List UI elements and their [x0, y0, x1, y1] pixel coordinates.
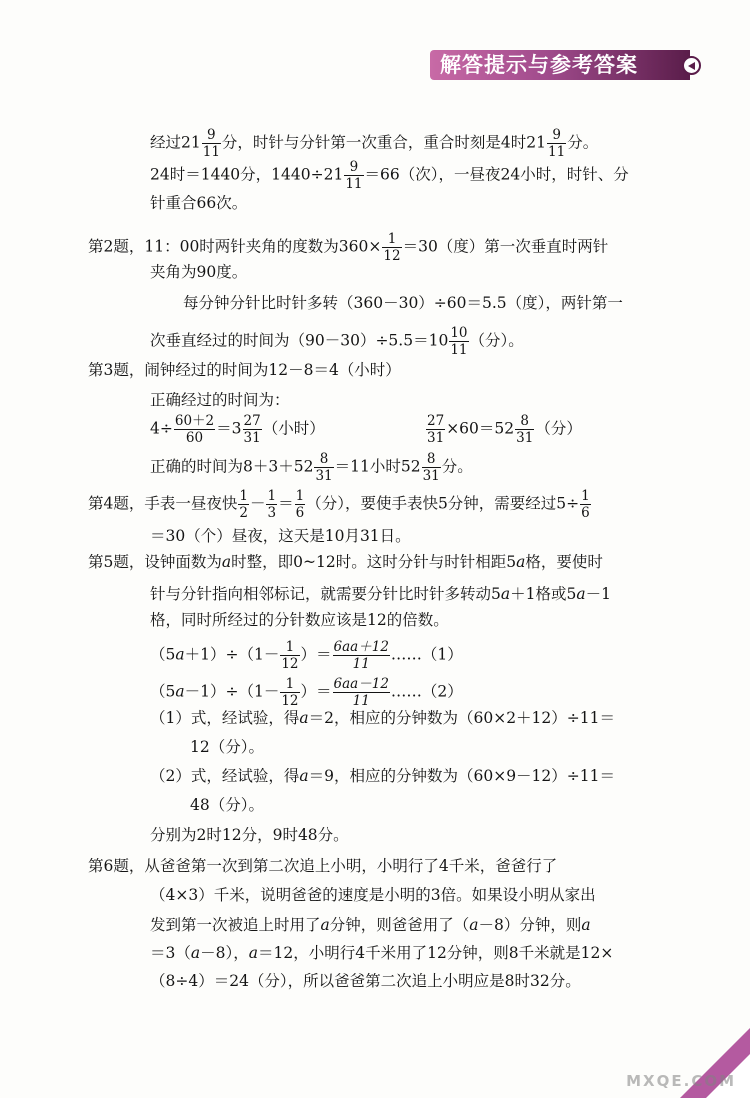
equation-line: （5a＋1）÷（1－ $\frac{1}{12}$ ）＝ $\frac{6aa+12}{11}$ ……（1） [150, 639, 463, 673]
text-line: （2）式，经试验，得a＝9，相应的分钟数为（60×9－12）÷11＝ [150, 767, 615, 785]
text-line: 发到第一次被追上时用了a分钟，则爸爸用了（a－8）分钟，则a [150, 916, 591, 934]
question-3-line: 第3题，闹钟经过的时间为12－8＝4（小时） [88, 361, 401, 379]
fraction: $\frac{1}{12}$ [383, 231, 401, 265]
text-line: （8÷4）＝24（分），所以爸爸第二次追上小明应是8时32分。 [150, 972, 581, 990]
text-line: 经过21 $\frac{9}{11}$ 分，时针与分针第一次重合，重合时刻是4时21 $\frac{9}{11}$ 分。 [150, 127, 599, 161]
fraction: $\frac{8}{31}$ [315, 451, 333, 485]
fraction: $\frac{9}{11}$ [548, 127, 566, 161]
fraction: $\frac{1}{6}$ [581, 488, 590, 522]
fraction: $\frac{60+2}{60}$ [174, 413, 215, 447]
question-6-line: 第6题，从爸爸第一次到第二次追上小明，小明行了4千米，爸爸行了 [88, 857, 558, 875]
watermark: MXQE.COM [626, 1072, 736, 1090]
text-line: 48（分）。 [190, 796, 264, 814]
fraction: $\frac{10}{11}$ [450, 325, 468, 359]
fraction: $\frac{1}{3}$ [267, 488, 277, 522]
text-line: ＝30（个）昼夜，这天是10月31日。 [150, 527, 411, 545]
text-line: 针重合66次。 [150, 194, 248, 212]
text-line: 针与分针指向相邻标记，就需要分针比时针多转动5a＋1格或5a－1 [150, 585, 611, 603]
fraction: $\frac{27}{31}$ [427, 413, 445, 447]
fraction: $\frac{1}{2}$ [239, 488, 248, 522]
text-line: ＝3（a－8），a＝12，小明行4千米用了12分钟，则8千米就是12× [150, 944, 614, 962]
fraction: $\frac{9}{11}$ [345, 159, 363, 193]
question-4-line: 第4题，手表一昼夜快 $\frac{1}{2}$ － $\frac{1}{3}$ ＝ $\frac{1}{6}$ （分），要使手表快5分钟，需要经过5÷ $\frac{1}{6}$ [88, 488, 590, 522]
text-line: 24时＝1440分，1440÷21 $\frac{9}{11}$ ＝66（次），一昼夜24小时，时针、分 [150, 159, 629, 193]
equation-line: （5a－1）÷（1－ $\frac{1}{12}$ ）＝ $\frac{6aa-12}{11}$ ……（2） [150, 676, 463, 710]
fraction: $\frac{1}{12}$ [281, 639, 299, 673]
back-arrow-icon[interactable] [682, 56, 701, 75]
fraction: $\frac{8}{31}$ [516, 413, 534, 447]
text-line: 格，同时所经过的分针数应该是12的倍数。 [150, 611, 449, 629]
text-line: 次垂直经过的时间为（90－30）÷5.5＝10 $\frac{10}{11}$ （分）。 [150, 325, 524, 359]
fraction: $\frac{8}{31}$ [422, 451, 440, 485]
text-line: （4×3）千米，说明爸爸的速度是小明的3倍。如果设小明从家出 [150, 886, 596, 904]
fraction: $\frac{1}{6}$ [295, 488, 305, 522]
fraction: $\frac{6aa-12}{11}$ [333, 676, 389, 710]
text-line: （1）式，经试验，得a＝2，相应的分钟数为（60×2＋12）÷11＝ [150, 709, 615, 727]
fraction: $\frac{6aa+12}{11}$ [333, 639, 389, 673]
fraction: $\frac{9}{11}$ [202, 127, 220, 161]
page-header-title: 解答提示与参考答案 [440, 53, 638, 77]
text-line: 每分钟分针比时针多转（360－30）÷60＝5.5（度），两针第一 [183, 294, 623, 312]
text-line: 分别为2时12分，9时48分。 [150, 826, 349, 844]
question-2-line: 第2题，11：00时两针夹角的度数为360× $\frac{1}{12}$ ＝30（度）第一次垂直时两针 [88, 231, 609, 265]
fraction: $\frac{27}{31}$ [243, 413, 261, 447]
text-line: 夹角为90度。 [150, 263, 248, 281]
text-line: 正确经过的时间为： [150, 391, 290, 409]
text-line: 4÷ $\frac{60+2}{60}$ ＝3 $\frac{27}{31}$ （小时） [150, 413, 325, 447]
fraction: $\frac{1}{12}$ [281, 676, 299, 710]
question-5-line: 第5题，设钟面数为a时整，即0~12时。这时分针与时针相距5a格，要使时 [88, 553, 603, 571]
text-line: 正确的时间为8＋3＋52 $\frac{8}{31}$ ＝11小时52 $\frac{8}{31}$ 分。 [150, 451, 473, 485]
text-line: $\frac{27}{31}$ ×60＝52 $\frac{8}{31}$ （分） [427, 413, 582, 447]
text-line: 12（分）。 [190, 738, 264, 756]
